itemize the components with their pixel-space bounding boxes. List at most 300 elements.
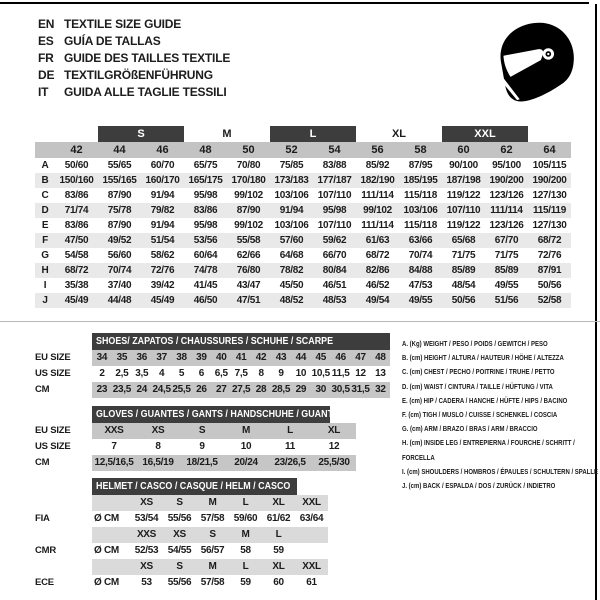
guide-title: TEXTILE SIZE GUIDE	[64, 17, 182, 31]
language-code: IT	[38, 85, 49, 99]
sub-row-label: CM	[35, 384, 50, 395]
row-label: F	[35, 233, 55, 248]
sub-row-cells	[92, 559, 328, 575]
helmet-value-cell: 57/58	[200, 577, 225, 588]
sub-cell: 10	[295, 368, 307, 379]
size-col-42: 42	[55, 142, 98, 158]
measure-cell: 64/68	[279, 249, 304, 261]
size-group-row	[35, 126, 571, 142]
measure-cell: 115/118	[404, 189, 437, 201]
measure-cell: 182/190	[356, 173, 399, 188]
sub-row	[35, 439, 356, 455]
measure-cell: 49/55	[494, 279, 519, 291]
language-row	[38, 33, 230, 50]
legend-item: C. (cm) CHEST / PECHO / POITRINE / TRUHE / PETTO	[402, 367, 555, 377]
legend-item: F. (cm) TIGH / MUSLO / CUISSE / SCHENKEL / COSCIA	[402, 410, 558, 420]
row-label: D	[35, 203, 55, 218]
sub-row-label: US SIZE	[35, 441, 71, 452]
row-label: E	[41, 219, 49, 231]
measure-cell: 67/70	[485, 233, 528, 248]
sub-cell: XL	[327, 425, 341, 436]
standard-label: ECE	[35, 577, 54, 588]
measure-cell: 107/110	[317, 219, 352, 231]
measure-row-b	[35, 173, 571, 188]
size-group-m: M	[222, 127, 232, 140]
language-code: ES	[38, 34, 54, 48]
measure-row-f	[35, 233, 571, 248]
sub-cell: 27	[216, 384, 227, 395]
measure-row-i	[35, 278, 571, 293]
diameter-unit: Ø CM	[94, 577, 119, 588]
sub-row	[35, 455, 356, 471]
row-label: H	[35, 263, 55, 278]
sub-cell: 10	[240, 441, 252, 452]
measure-cell: 60/64	[193, 249, 218, 261]
measure-cell: 78/82	[270, 263, 313, 278]
measure-cell: 58/62	[150, 249, 175, 261]
standard-label: FIA	[35, 513, 50, 524]
measure-cell: 76/80	[227, 263, 270, 278]
size-col-52: 52	[270, 142, 313, 158]
measure-cell: 71/75	[451, 249, 476, 261]
helmet-value-cell: 54/55	[167, 545, 192, 556]
measure-cell: 190/200	[485, 173, 528, 188]
helmet-size-cell	[295, 527, 328, 543]
row-label: C	[41, 189, 49, 201]
sub-cell: 11,5	[331, 368, 350, 379]
measure-row-c	[35, 188, 571, 203]
measure-cell: 39/42	[150, 279, 175, 291]
legend-item: B. (cm) HEIGHT / ALTURA / HAUTEUR / HÖHE / ALTEZZA	[402, 353, 564, 363]
legend-item: H. (cm) INSIDE LEG / ENTREPIERNA / FOURCHE / SCHRITT / FORCELLA	[402, 438, 575, 462]
sub-cell: 32	[375, 384, 386, 395]
sub-cell: L	[287, 425, 293, 436]
sub-table-header	[92, 333, 390, 350]
sub-table-title: HELMET / CASCO / CASQUE / HELM / CASCO	[96, 480, 291, 492]
measure-cell: 127/130	[532, 189, 567, 201]
sub-cell: 5	[178, 368, 185, 379]
gloves-table	[35, 406, 356, 471]
helmet-size-cell: L	[242, 497, 249, 508]
measure-cell: 87/91	[528, 263, 571, 278]
sub-row	[35, 423, 356, 439]
measure-cell: 45/49	[141, 293, 184, 308]
measure-cell: 173/183	[270, 173, 313, 188]
helmet-value-cell: 61/62	[266, 513, 291, 524]
size-col-60: 60	[442, 142, 485, 158]
measure-cell: 95/98	[193, 219, 218, 231]
size-group-spacer	[35, 126, 98, 142]
measure-cell: 46/52	[365, 279, 390, 291]
measure-cell: 83/86	[64, 189, 89, 201]
measure-cell: 43/47	[236, 279, 261, 291]
sub-cell: 45	[315, 352, 326, 363]
guide-title: GUIDE DES TAILLES TEXTILE	[64, 51, 231, 65]
measure-cell: 47/53	[408, 279, 433, 291]
helmet-value-row	[35, 543, 328, 559]
sub-cell: 6,5	[214, 368, 228, 379]
measure-cell: 55/58	[227, 233, 270, 248]
sub-cell: 7,5	[234, 368, 248, 379]
size-group-spacer	[528, 126, 571, 142]
measure-cell: 115/119	[528, 203, 571, 218]
sub-table-header	[92, 406, 336, 423]
row-label: B	[35, 173, 55, 188]
measure-cell: 85/92	[365, 159, 390, 171]
sub-cell: 44	[295, 352, 307, 363]
size-group-xl: XL	[391, 127, 407, 140]
measure-cell: 61/63	[356, 233, 399, 248]
helmet-size-cell: XL	[272, 561, 285, 572]
measure-cell: 56/60	[107, 249, 132, 261]
sub-cell: S	[198, 425, 206, 436]
measure-cell: 85/89	[485, 263, 528, 278]
helmet-value-cell: 63/64	[299, 513, 324, 524]
sub-cell: 28,5	[271, 384, 291, 395]
helmet-size-cell: S	[176, 497, 183, 508]
helmet-size-cell: L	[242, 561, 249, 572]
measure-cell: 82/86	[356, 263, 399, 278]
measure-cell: 54/58	[64, 249, 89, 261]
measure-cell: 66/70	[322, 249, 347, 261]
sub-cell: 24	[136, 384, 147, 395]
helmet-value-cell: 55/56	[167, 577, 192, 588]
size-col-56: 56	[356, 142, 399, 158]
measure-cell: 48/52	[270, 293, 313, 308]
right-border-line	[595, 4, 597, 600]
diameter-unit: Ø CM	[94, 513, 119, 524]
measure-cell: 70/74	[98, 263, 141, 278]
measure-cell: 41/45	[193, 279, 218, 291]
measure-cell: 190/200	[528, 173, 571, 188]
sub-row-cells	[92, 350, 390, 366]
sub-cell: 11	[285, 441, 295, 452]
sub-row	[35, 366, 390, 382]
measure-cell: 72/76	[537, 249, 562, 261]
sub-cell: 23,5	[112, 384, 131, 395]
legend-item: A. (Kg) WEIGHT / PESO / POIDS / GEWITCH / PESO	[402, 339, 548, 348]
measure-row-a	[35, 158, 571, 173]
measure-cell: 111/114	[361, 189, 394, 201]
measure-cell: 87/90	[227, 203, 270, 218]
sub-row-cells	[92, 527, 328, 543]
sub-cell: 40	[216, 352, 227, 363]
sub-cell: 36	[136, 352, 147, 363]
language-row	[38, 50, 230, 67]
helmet-size-cell: XS	[140, 497, 153, 508]
size-col-50: 50	[227, 142, 270, 158]
legend-item: J. (cm) BACK / ESPALDA / DOS / ZURÜCK / INDIETRO	[402, 481, 556, 491]
helmet-value-row	[35, 511, 328, 527]
measure-cell: 155/165	[98, 173, 141, 188]
sub-cell: 8	[258, 368, 264, 379]
language-code: FR	[38, 51, 54, 65]
measure-cell: 48/53	[313, 293, 356, 308]
helmet-value-cell: 56/57	[200, 545, 225, 556]
measure-cell: 90/100	[449, 159, 478, 171]
diameter-unit: Ø CM	[94, 545, 119, 556]
measure-cell: 91/94	[150, 189, 175, 201]
size-col-44: 44	[98, 142, 141, 158]
measure-cell: 65/75	[193, 159, 218, 171]
helmet-value-cell: 57/58	[200, 513, 225, 524]
sub-cell: 28	[255, 384, 267, 395]
measure-cell: 71/75	[494, 249, 519, 261]
sub-cell: 48	[375, 352, 386, 363]
sub-cell: 37	[156, 352, 167, 363]
sub-cell: 2	[99, 368, 105, 379]
measure-cell: 87/95	[408, 159, 433, 171]
measure-cell: 95/98	[313, 203, 356, 218]
size-col-54: 54	[313, 142, 356, 158]
sub-row-label: EU SIZE	[35, 425, 71, 436]
measure-cell: 111/114	[361, 219, 394, 231]
legend-item: E. (cm) HIP / CADERA / HANCHE / HÜFTE / HIPS / BACINO	[402, 395, 568, 405]
measure-cell: 55/65	[107, 159, 132, 171]
sub-cell: 6	[198, 368, 205, 379]
helmet-size-row	[92, 527, 328, 543]
measure-row-h	[35, 263, 571, 278]
measure-cell: 68/72	[365, 249, 390, 261]
helmet-value-row	[35, 575, 328, 591]
section-divider-line	[0, 321, 600, 322]
measure-cell: 48/54	[451, 279, 476, 291]
size-col-58: 58	[399, 142, 442, 158]
measure-cell: 87/90	[107, 219, 132, 231]
top-border-line	[0, 2, 589, 4]
measure-cell: 47/50	[55, 233, 98, 248]
helmet-size-cell: XXL	[302, 561, 321, 572]
measure-cell: 75/85	[279, 159, 304, 171]
size-col-46: 46	[141, 142, 184, 158]
measure-cell: 68/72	[55, 263, 98, 278]
measure-cell: 103/106	[274, 219, 309, 231]
measure-cell: 80/84	[313, 263, 356, 278]
sub-cell: 41	[235, 352, 247, 363]
measure-cell: 72/76	[141, 263, 184, 278]
measure-cell: 119/122	[446, 189, 481, 201]
sub-cell: XS	[151, 425, 165, 436]
measure-cell: 123/126	[489, 189, 524, 201]
sub-cell: 12	[328, 441, 340, 452]
measure-cell: 71/74	[55, 203, 98, 218]
helmet-size-cell: M	[208, 497, 217, 508]
sub-cell: 23/26,5	[274, 457, 306, 468]
sub-cell: 7	[111, 441, 117, 452]
language-code: EN	[38, 17, 55, 31]
measure-cell: 68/72	[528, 233, 571, 248]
sub-cell: 2,5	[115, 368, 129, 379]
helmet-value-cell: 53/54	[134, 513, 159, 524]
measure-cell: 45/49	[55, 293, 98, 308]
sub-row-label: CM	[35, 457, 50, 468]
helmet-size-row	[92, 559, 328, 575]
sub-cell: 47	[355, 352, 366, 363]
sub-table-title: SHOES/ ZAPATOS / CHAUSSURES / SCHUHE / SCARPE	[96, 335, 334, 347]
sub-cell: 23	[96, 384, 108, 395]
sub-row-cells	[92, 511, 328, 527]
sub-row-cells	[92, 366, 390, 382]
sub-cell: 18/21,5	[186, 457, 218, 468]
measure-cell: 51/56	[485, 293, 528, 308]
guide-title: GUIDA ALLE TAGLIE TESSILI	[64, 85, 227, 99]
measure-cell: 99/102	[234, 219, 263, 231]
sub-cell: 10,5	[311, 368, 330, 379]
measure-cell: 127/130	[532, 219, 567, 231]
sub-cell: 8	[155, 441, 161, 452]
measure-cell: 49/52	[98, 233, 141, 248]
sub-cell: 20/24	[234, 457, 258, 468]
corner-cell	[35, 142, 55, 158]
guide-title: GUÍA DE TALLAS	[64, 34, 161, 48]
language-title-list	[38, 16, 230, 101]
measure-cell: 50/56	[537, 279, 562, 291]
language-code: DE	[38, 68, 55, 82]
measure-cell: 50/60	[64, 159, 89, 171]
measure-cell: 107/110	[442, 203, 485, 218]
measure-row-d	[35, 203, 571, 218]
measure-cell: 123/126	[489, 219, 524, 231]
measure-cell: 45/50	[279, 279, 304, 291]
sub-cell: 12	[355, 368, 366, 379]
sub-cell: 13	[375, 368, 386, 379]
measure-cell: 119/122	[446, 219, 481, 231]
helmet-value-cell: 55/56	[167, 513, 192, 524]
measure-cell: 46/50	[184, 293, 227, 308]
measure-cell: 51/54	[141, 233, 184, 248]
legend-item: D. (cm) WAIST / CINTURA / TAILLE / HÜFTUNG / VITA	[402, 381, 553, 391]
measure-cell: 74/78	[184, 263, 227, 278]
sub-cell: 29	[295, 384, 307, 395]
measure-cell: 91/94	[150, 219, 175, 231]
row-label: J	[35, 293, 55, 308]
legend-item: I. (cm) SHOULDERS / HOMBROS / ÉPAULES / SCHULTERN / SPALLE	[402, 466, 599, 476]
measure-cell: 84/88	[399, 263, 442, 278]
sub-row-cells	[92, 439, 356, 455]
measure-cell: 99/102	[234, 189, 263, 201]
measure-cell: 165/175	[184, 173, 227, 188]
standard-label: CMR	[35, 545, 57, 556]
sub-cell: 26	[196, 384, 207, 395]
measure-cell: 91/94	[270, 203, 313, 218]
sub-cell: 31,5	[351, 384, 370, 395]
size-group-l: L	[270, 126, 356, 142]
language-row	[38, 67, 230, 84]
sub-row-cells	[92, 455, 356, 471]
helmet-size-cell: XS	[140, 561, 153, 572]
shoes-table	[35, 333, 390, 398]
measurement-legend	[402, 337, 600, 493]
measure-cell: 170/180	[227, 173, 270, 188]
helmet-value-cell: 58	[240, 545, 251, 556]
language-row	[38, 16, 230, 33]
sub-cell: 38	[176, 352, 187, 363]
unit-spacer	[92, 559, 130, 575]
measure-cell: 160/170	[141, 173, 184, 188]
language-row	[38, 84, 230, 101]
measure-cell: 95/100	[492, 159, 521, 171]
unit-spacer	[92, 495, 130, 511]
measure-cell: 35/38	[64, 279, 89, 291]
measure-cell: 75/78	[98, 203, 141, 218]
helmet-size-cell: XXS	[136, 529, 157, 540]
measure-cell: 53/56	[184, 233, 227, 248]
measure-cell: 57/60	[270, 233, 313, 248]
sub-cell: 9	[199, 441, 205, 452]
sub-row-label: US SIZE	[35, 368, 71, 379]
measure-cell: 95/98	[193, 189, 218, 201]
measure-cell: 103/106	[399, 203, 442, 218]
sub-cell: XXS	[104, 425, 124, 436]
unit-spacer	[92, 527, 130, 543]
measure-cell: 63/66	[399, 233, 442, 248]
measure-cell: 83/86	[184, 203, 227, 218]
row-label: I	[43, 279, 47, 291]
measure-cell: 83/86	[64, 219, 89, 231]
measure-cell: 105/115	[532, 159, 567, 171]
measure-cell: 85/89	[442, 263, 485, 278]
measure-cell: 49/55	[399, 293, 442, 308]
sub-cell: 9	[278, 368, 284, 379]
sub-row-cells	[92, 575, 328, 591]
helmet-size-cell: L	[275, 529, 282, 540]
measure-row-e	[35, 218, 571, 233]
measure-row-g	[35, 248, 571, 263]
measure-cell: 65/68	[442, 233, 485, 248]
measure-cell: 46/51	[322, 279, 347, 291]
sub-row-cells	[92, 543, 328, 559]
helmet-value-cell: 59	[240, 577, 251, 588]
helmet-value-cell	[295, 543, 328, 559]
sub-cell: 30,5	[331, 384, 350, 395]
row-label: G	[41, 249, 49, 261]
measure-row-j	[35, 293, 571, 308]
helmet-value-cell: 53	[141, 577, 152, 588]
sub-cell: 43	[275, 352, 287, 363]
measure-cell: 177/187	[313, 173, 356, 188]
measure-cell: 49/54	[356, 293, 399, 308]
measure-cell: 60/70	[150, 159, 175, 171]
helmet-value-cell: 61	[306, 577, 317, 588]
measure-cell: 50/56	[442, 293, 485, 308]
sub-cell: 34	[96, 352, 108, 363]
size-col-62: 62	[485, 142, 528, 158]
legend-item: G. (cm) ARM / BRAZO / BRAS / ARM / BRACCIO	[402, 424, 538, 434]
helmet-value-cell: 59/60	[233, 513, 258, 524]
sub-table-title: GLOVES / GUANTES / GANTS / HANDSCHUHE / GUANTI	[96, 408, 336, 420]
measure-cell: 70/74	[408, 249, 433, 261]
helmet-value-cell: 59	[273, 545, 284, 556]
helmet-table	[35, 478, 328, 591]
size-col-64: 64	[528, 142, 571, 158]
sub-row	[35, 382, 390, 398]
sub-row-label: EU SIZE	[35, 352, 71, 363]
measure-cell: 62/66	[236, 249, 261, 261]
helmet-size-cell: XXL	[302, 497, 321, 508]
measure-cell: 187/198	[442, 173, 485, 188]
size-number-row	[35, 142, 571, 158]
helmet-size-cell: XL	[272, 497, 285, 508]
helmet-icon	[492, 16, 580, 111]
measure-cell: 70/80	[236, 159, 261, 171]
helmet-size-cell: XS	[173, 529, 186, 540]
sub-cell: 3,5	[135, 368, 149, 379]
guide-title: TEXTILGRÖßENFÜHRUNG	[64, 68, 213, 82]
helmet-size-cell: S	[209, 529, 216, 540]
measure-cell: 87/90	[107, 189, 132, 201]
measure-cell: 103/106	[274, 189, 309, 201]
measure-cell: 83/88	[322, 159, 347, 171]
